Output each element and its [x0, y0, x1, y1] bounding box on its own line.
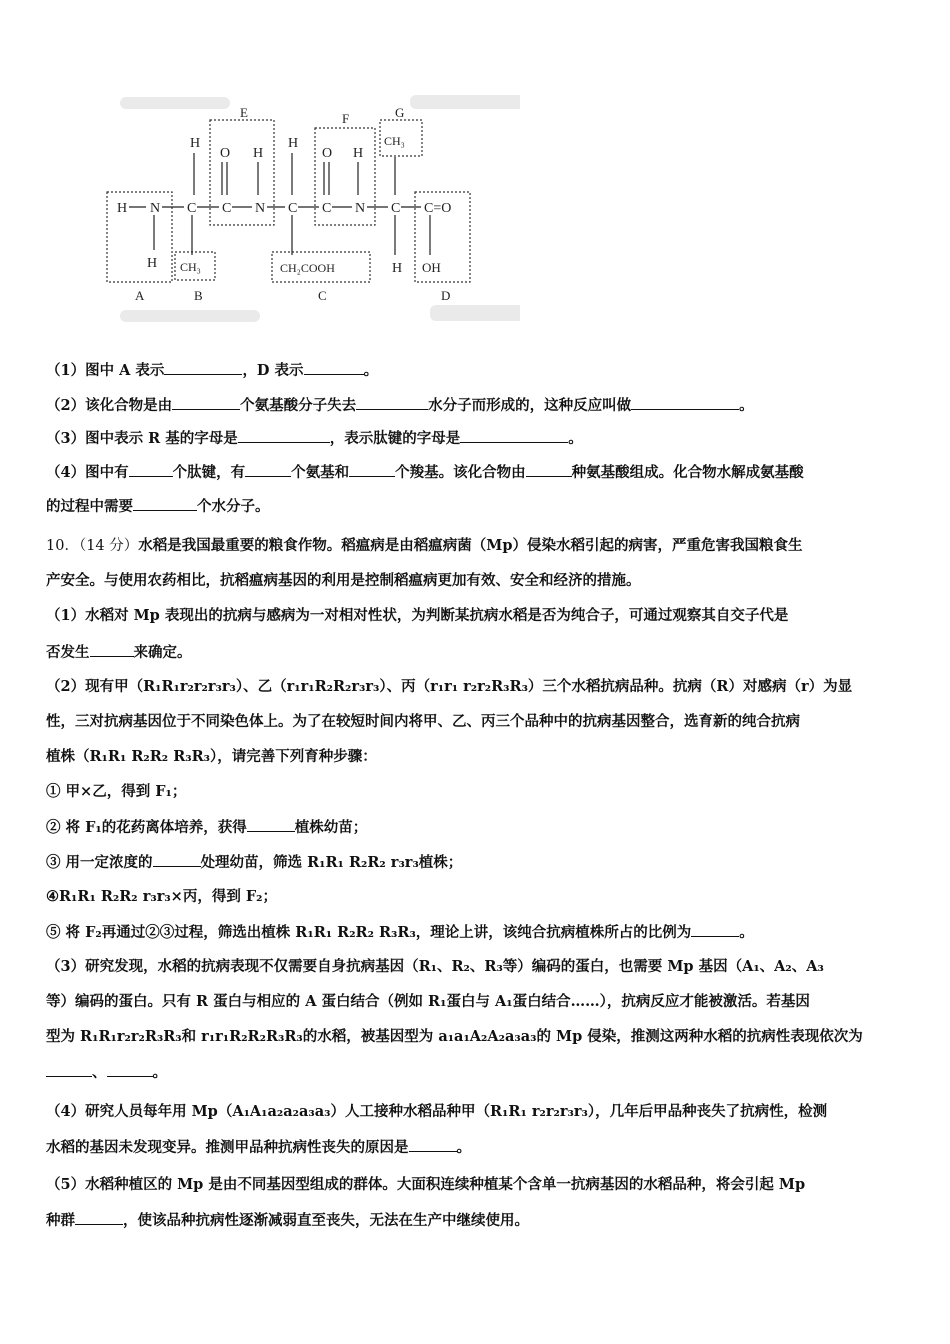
- q10-part3-text-a: （3）研究发现，水稻的抗病表现不仅需要自身抗病基因（R₁、R₂、R₃等）编码的蛋白，也需要 Mp 基因（A₁、A₂、A₃: [46, 958, 824, 975]
- atom-oh: OH: [422, 260, 441, 275]
- q10-part1-line1: [46, 606, 788, 626]
- q9-part1: [46, 360, 378, 381]
- label-f: F: [342, 111, 350, 126]
- atom-c4: C: [322, 201, 332, 216]
- q9-part4-text-d: 个羧基。该化合物由: [395, 464, 526, 481]
- q10-part1-text-c: 来确定。: [133, 644, 192, 661]
- q10-intro-text-2: 产安全。与使用农药相比，抗稻瘟病基因的利用是控制稻瘟病更加有效、安全和经济的措施。: [46, 572, 641, 589]
- q10-part2-text-a: （2）现有甲（R₁R₁r₂r₂r₃r₃）、乙（r₁r₁R₂R₂r₃r₃）、丙（r₁r₁ r₂r₂R₃R₃）三个水稻抗病品种。抗病（R）对感病（r）为显: [46, 678, 853, 695]
- q9-part1-text-b: ，D 表示: [242, 362, 304, 379]
- atom-c6-co: C=O: [424, 201, 452, 216]
- q10-step2: [46, 817, 367, 838]
- q10-step4: [46, 887, 277, 907]
- step4-text: ④R₁R₁ R₂R₂ r₃r₃×丙，得到 F₂；: [46, 888, 278, 905]
- answer-blank[interactable]: [238, 428, 330, 443]
- q10-intro-line1: [46, 536, 802, 556]
- answer-blank[interactable]: [526, 462, 572, 477]
- q9-part2-text-c: 水分子而形成的，这种反应叫做: [428, 397, 632, 414]
- q10-part2-line3: [46, 747, 377, 767]
- step5-text-a: ⑤ 将 F₂再通过②③过程，筛选出植株 R₁R₁ R₂R₂ R₃R₃，理论上讲，该纯合抗病植株所占的比例为: [46, 924, 692, 941]
- q9-part4-text-b: 个肽键，有: [172, 464, 246, 481]
- atom-o-top-c2: O: [220, 146, 231, 161]
- watermark-smudge: [100, 95, 520, 322]
- q10-intro-line2: [46, 571, 641, 591]
- atom-c2: C: [222, 201, 232, 216]
- q9-part4-text-a: （4）图中有: [46, 464, 129, 481]
- label-b: B: [194, 288, 203, 303]
- q10-part3-sep: 、: [92, 1064, 107, 1081]
- answer-blank[interactable]: [172, 395, 240, 410]
- q10-part3-line1: [46, 957, 824, 977]
- step2-text-b: 植株幼苗；: [294, 819, 368, 836]
- answer-blank[interactable]: [164, 360, 242, 375]
- q9-part2-text-a: （2）该化合物是由: [46, 397, 173, 414]
- label-c: C: [318, 288, 327, 303]
- atom-h-bottom-n1: H: [147, 256, 158, 271]
- q9-part4-text-g: 个水分子。: [197, 498, 270, 515]
- q10-part1-text-a: （1）水稻对 Mp 表现出的抗病与感病为一对相对性状，为判断某抗病水稻是否为纯合子，可通过观察其自交子代是: [46, 607, 789, 624]
- atom-n2: N: [255, 201, 266, 216]
- atom-h-top-n2: H: [253, 146, 264, 161]
- answer-blank[interactable]: [107, 1062, 153, 1077]
- q10-part4-text-c: 。: [456, 1139, 471, 1156]
- answer-blank[interactable]: [409, 1137, 457, 1152]
- q9-part3-text-b: ，表示肽键的字母是: [329, 430, 461, 447]
- tripeptide-structure-diagram: [100, 95, 520, 335]
- label-e: E: [240, 105, 248, 120]
- answer-blank[interactable]: [153, 852, 201, 867]
- atom-n1: N: [150, 201, 161, 216]
- label-a: A: [135, 288, 145, 303]
- question-number: 10．（14 分）: [46, 538, 139, 554]
- step5-text-b: 。: [739, 924, 754, 941]
- q10-part5-line2: [46, 1210, 529, 1231]
- q10-part4-text-a: （4）研究人员每年用 Mp（A₁A₁a₂a₂a₃a₃）人工接种水稻品种甲（R₁R₁ r₂r₂r₃r₃），几年后甲品种丧失了抗病性，检测: [46, 1103, 828, 1120]
- q9-part2: [46, 395, 754, 416]
- step1-text: ① 甲×乙，得到 F₁；: [46, 783, 187, 800]
- q9-part4-text-f: 的过程中需要: [46, 498, 133, 515]
- atom-h-top-c3: H: [288, 136, 299, 151]
- q10-part4-line2: [46, 1137, 471, 1158]
- q10-part3-text-c: 型为 R₁R₁r₂r₂R₃R₃和 r₁r₁R₂R₂R₃R₃的水稻，被基因型为 a₁a₁A₂A₂a₃a₃的 Mp 侵染，推测这两种水稻的抗病性表现依次为: [46, 1028, 863, 1045]
- step3-text-b: 处理幼苗，筛选 R₁R₁ R₂R₂ r₃r₃植株；: [200, 854, 463, 871]
- q10-part3-text-b: 等）编码的蛋白。只有 R 蛋白与相应的 A 蛋白结合（例如 R₁蛋白与 A₁蛋白结合……），抗病反应才能被激活。若基因: [46, 993, 810, 1010]
- atom-c5: C: [391, 201, 401, 216]
- question-9: [46, 360, 912, 525]
- q10-part1-text-b: 否发生: [46, 644, 90, 661]
- answer-blank[interactable]: [460, 428, 568, 443]
- answer-blank[interactable]: [75, 1210, 123, 1225]
- answer-blank[interactable]: [356, 395, 428, 410]
- q9-part4: [46, 462, 804, 483]
- q10-part4-text-b: 水稻的基因未发现变异。推测甲品种抗病性丧失的原因是: [46, 1139, 409, 1156]
- answer-blank[interactable]: [349, 462, 395, 477]
- q10-part2-line1: [46, 677, 852, 697]
- q9-part1-text-c: 。: [363, 362, 379, 379]
- q9-part3-text-c: 。: [568, 430, 583, 447]
- q10-intro-text-1: 水稻是我国最重要的粮食作物。稻瘟病是由稻瘟病菌（Mp）侵染水稻引起的病害，严重危害我国粮食生: [138, 537, 803, 554]
- q9-part4-cont: [46, 496, 270, 517]
- q10-part5-text-c: ，使该品种抗病性逐渐减弱直至丧失，无法在生产中继续使用。: [123, 1212, 529, 1229]
- q10-step1: [46, 782, 186, 802]
- q9-part4-text-c: 个氨基和: [291, 464, 350, 481]
- q10-step3: [46, 852, 462, 873]
- answer-blank[interactable]: [247, 817, 295, 832]
- atom-ch3-top: CH₃: [384, 134, 405, 148]
- answer-blank[interactable]: [133, 496, 197, 511]
- q10-part3-end: 。: [152, 1064, 167, 1081]
- q10-part3-line4: [46, 1062, 167, 1083]
- atom-h-top-n3: H: [353, 146, 364, 161]
- atom-c1: C: [187, 201, 197, 216]
- atom-h-top-c1: H: [190, 136, 201, 151]
- q9-part4-text-e: 种氨基酸组成。化合物水解成氨基酸: [571, 464, 804, 481]
- atom-h-left: H: [117, 201, 128, 216]
- atom-ch3-bottom: CH₃: [180, 260, 201, 274]
- answer-blank[interactable]: [304, 360, 364, 375]
- answer-blank[interactable]: [90, 642, 134, 657]
- answer-blank[interactable]: [631, 395, 739, 410]
- q10-part5-text-b: 种群: [46, 1212, 75, 1229]
- question-10: [46, 536, 912, 1256]
- q9-part2-text-b: 个氨基酸分子失去: [240, 397, 357, 414]
- q10-part2-text-b: 性，三对抗病基因位于不同染色体上。为了在较短时间内将甲、乙、丙三个品种中的抗病基因整合，选育新的纯合抗病: [46, 713, 800, 730]
- q9-part2-text-d: 。: [739, 397, 754, 414]
- step2-text-a: ② 将 F₁的花药离体培养，获得: [46, 819, 247, 836]
- q10-part5-line1: [46, 1175, 805, 1195]
- label-g: G: [395, 105, 405, 120]
- answer-blank[interactable]: [245, 462, 291, 477]
- atom-h-bottom-c5: H: [392, 261, 403, 276]
- q10-part2-text-c: 植株（R₁R₁ R₂R₂ R₃R₃），请完善下列育种步骤：: [46, 748, 377, 765]
- q9-part3: [46, 428, 583, 449]
- atom-c3: C: [288, 201, 298, 216]
- q10-part3-line3: [46, 1027, 863, 1047]
- atom-n3: N: [355, 201, 366, 216]
- q9-part3-text-a: （3）图中表示 R 基的字母是: [46, 430, 238, 447]
- q10-part2-line2: [46, 712, 800, 732]
- q10-step5: [46, 922, 754, 943]
- q9-part1-text-a: （1）图中 A 表示: [46, 362, 165, 379]
- label-d: D: [441, 288, 451, 303]
- q10-part1-line2: [46, 642, 192, 663]
- q10-part3-line2: [46, 992, 810, 1012]
- answer-blank[interactable]: [46, 1062, 92, 1077]
- q10-part4-line1: [46, 1102, 827, 1122]
- answer-blank[interactable]: [129, 462, 173, 477]
- step3-text-a: ③ 用一定浓度的: [46, 854, 153, 871]
- answer-blank[interactable]: [691, 922, 739, 937]
- q10-part5-text-a: （5）水稻种植区的 Mp 是由不同基因型组成的群体。大面积连续种植某个含单一抗病基因的水稻品种，将会引起 Mp: [46, 1176, 806, 1193]
- atom-ch2cooh: CH₂COOH: [280, 261, 335, 275]
- atom-o-top-c4: O: [322, 146, 333, 161]
